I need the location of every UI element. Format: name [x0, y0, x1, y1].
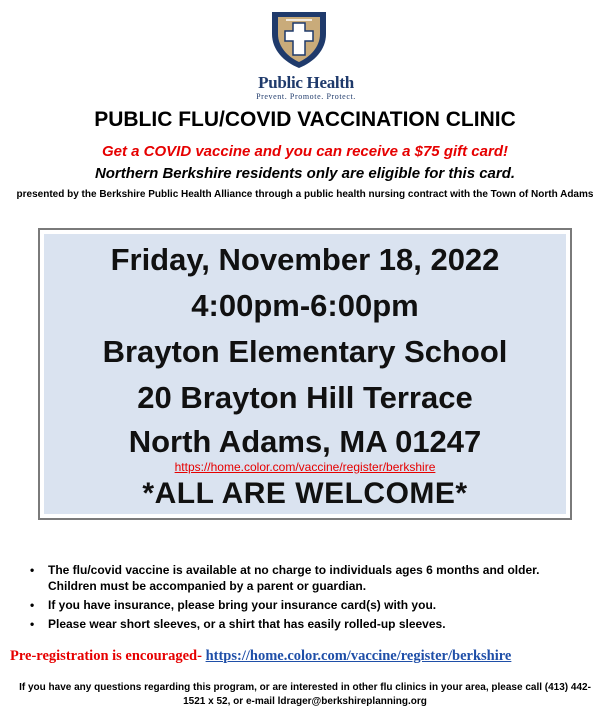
list-item — [30, 562, 590, 594]
list-item-text: Please wear short sleeves, or a shirt that has easily rolled-up sleeves. — [48, 617, 446, 631]
public-health-logo-icon — [266, 6, 332, 70]
brand-block — [236, 74, 376, 101]
bullet-icon: • — [30, 617, 35, 631]
page-title: PUBLIC FLU/COVID VACCINATION CLINIC — [94, 108, 516, 131]
event-details-panel — [44, 234, 566, 514]
event-date: Friday, November 18, 2022 — [110, 242, 500, 277]
event-city: North Adams, MA 01247 — [128, 424, 482, 459]
event-time: 4:00pm-6:00pm — [191, 288, 419, 323]
event-street: 20 Brayton Hill Terrace — [137, 380, 473, 415]
list-item-text: The flu/covid vaccine is available at no charge to individuals ages 6 months and older. Children must be accompanied by a parent or guardian. — [48, 563, 540, 593]
event-location: Brayton Elementary School — [102, 334, 508, 369]
event-details-box — [38, 228, 572, 520]
preregistration-line — [10, 647, 511, 665]
preregistration-link[interactable]: https://home.color.com/vaccine/register/berkshire — [205, 648, 512, 664]
bullet-icon: • — [30, 598, 35, 612]
preregistration-label: Pre-registration is encouraged- — [10, 648, 202, 664]
brand-name: Public Health — [258, 73, 354, 92]
gift-card-promo: Get a COVID vaccine and you can receive a $75 gift card! — [101, 143, 508, 160]
bullet-icon: • — [30, 563, 35, 577]
contact-info: If you have any questions regarding this program, or are interested in other flu clinics in your area, please call (413) 442-1521 x 52, or e-mail ldrager@berkshireplanning.org — [19, 682, 591, 707]
all-welcome-banner: *ALL ARE WELCOME* — [142, 477, 468, 510]
list-item — [30, 597, 590, 613]
presented-by: presented by the Berkshire Public Health Alliance through a public health nursing contract with the Town of North Adams — [16, 189, 594, 200]
eligibility-note: Northern Berkshire residents only are eligible for this card. — [94, 165, 516, 182]
brand-tagline: Prevent. Promote. Protect. — [256, 92, 356, 101]
registration-link[interactable]: https://home.color.com/vaccine/register/berkshire — [174, 460, 436, 474]
list-item — [30, 616, 590, 632]
info-list — [30, 562, 590, 635]
list-item-text: If you have insurance, please bring your insurance card(s) with you. — [48, 598, 437, 612]
